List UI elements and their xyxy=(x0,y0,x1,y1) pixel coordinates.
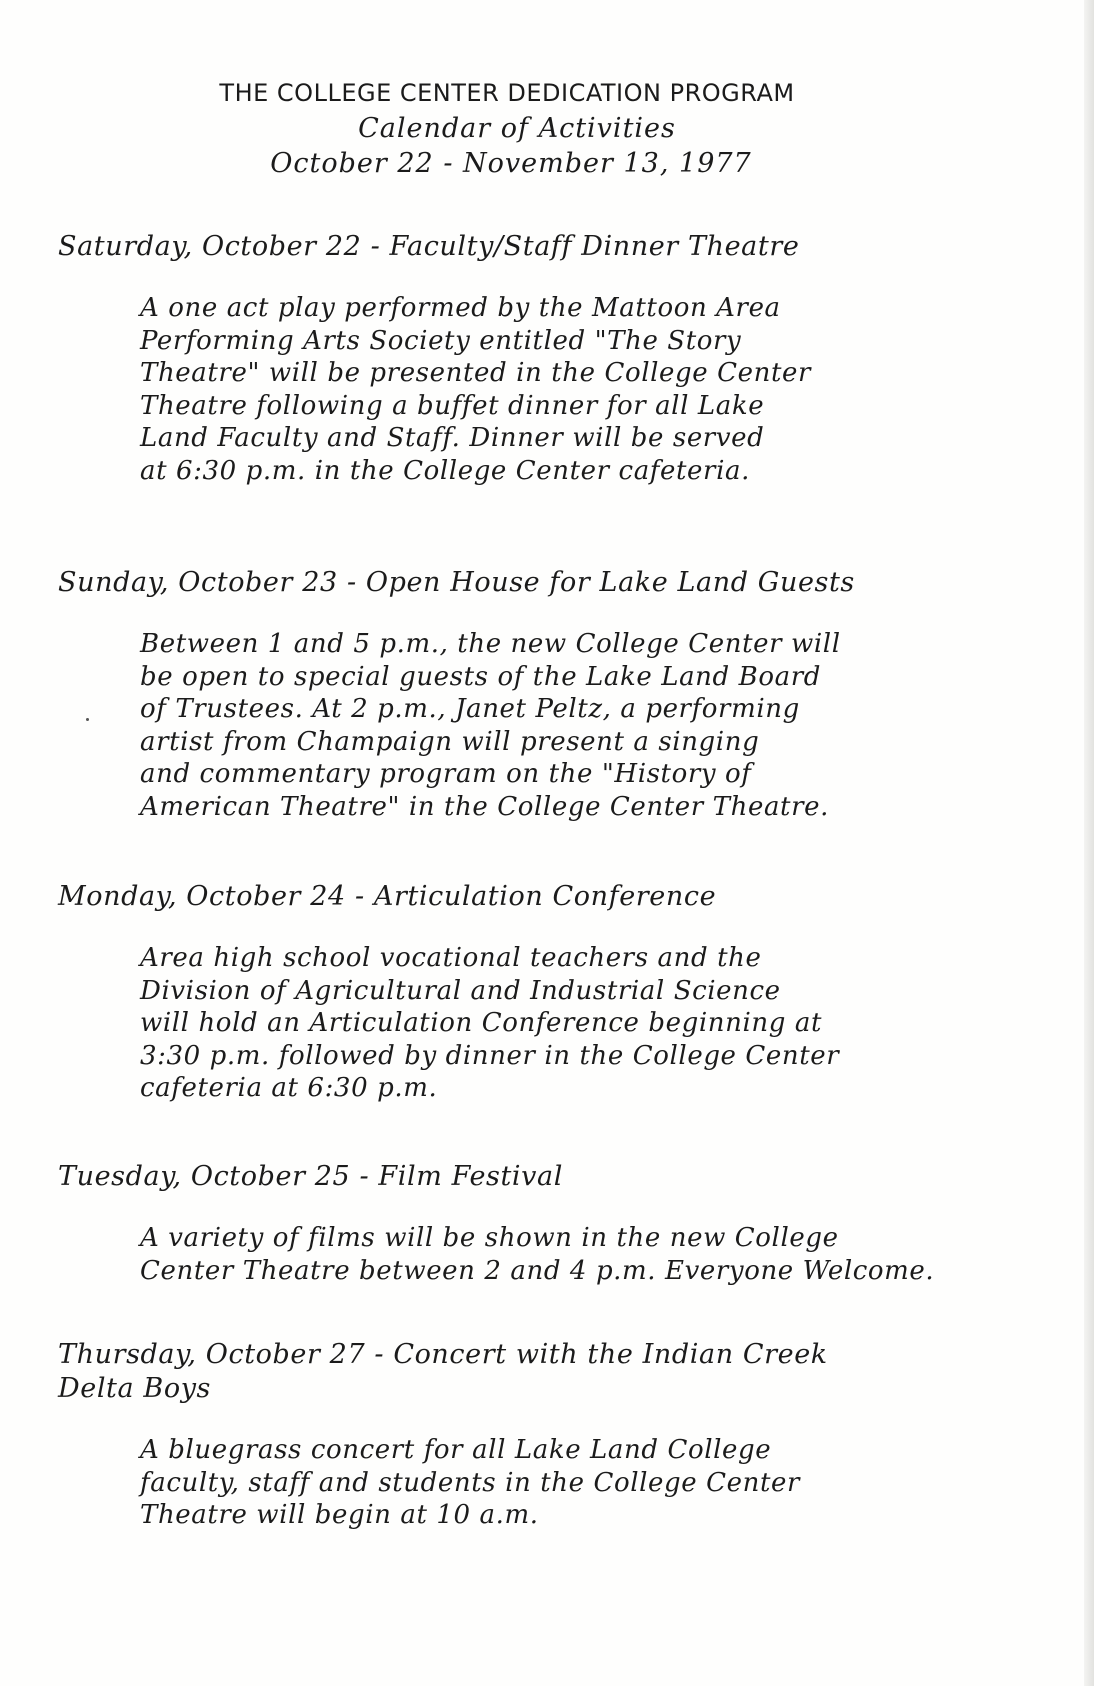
event-description: Area high school vocational teachers and the Division of Agricultural and Industrial Science will hold an Articulation Conference beginning at 3:30 p.m. followed by dinner in the College Center cafeteria at 6:30 p.m. xyxy=(140,943,840,1103)
program-date-range: October 22 - November 13, 1977 xyxy=(270,148,752,179)
event-description: A variety of films will be shown in the new College Center Theatre between 2 and 4 p.m. Everyone Welcome. xyxy=(140,1223,935,1286)
program-header xyxy=(0,76,1094,181)
event-thursday xyxy=(58,1338,1048,1532)
program-subtitle: Calendar of Activities xyxy=(358,113,676,144)
event-sunday xyxy=(58,566,1048,823)
event-tuesday xyxy=(58,1160,1048,1287)
event-title: Thursday, October 27 - Concert with the Indian Creek Delta Boys xyxy=(58,1339,828,1404)
event-description: A bluegrass concert for all Lake Land College faculty, staff and students in the College Center Theatre will begin at 10 a.m. xyxy=(140,1435,801,1530)
event-title: Saturday, October 22 - Faculty/Staff Dinner Theatre xyxy=(58,231,800,262)
event-description: Between 1 and 5 p.m., the new College Center will be open to special guests of the Lake Land Board of Trustees. At 2 p.m., Janet Peltz, a performing artist from Champaign will present a singing and commentary program on the "History of American Theatre" in the College Center Theatre. xyxy=(140,629,841,822)
event-monday xyxy=(58,880,1048,1105)
program-title: THE COLLEGE CENTER DEDICATION PROGRAM xyxy=(219,79,795,107)
event-saturday xyxy=(58,230,1048,487)
page-edge-shadow xyxy=(1084,0,1094,1686)
event-title: Monday, October 24 - Articulation Conference xyxy=(58,881,717,912)
event-description: A one act play performed by the Mattoon Area Performing Arts Society entitled "The Story Theatre" will be presented in the College Center Theatre following a buffet dinner for all Lake Land Faculty and Staff. Dinner will be served at 6:30 p.m. in the College Center cafeteria. xyxy=(140,293,812,486)
event-title: Tuesday, October 25 - Film Festival xyxy=(58,1161,563,1192)
event-title: Sunday, October 23 - Open House for Lake Land Guests xyxy=(58,567,855,598)
